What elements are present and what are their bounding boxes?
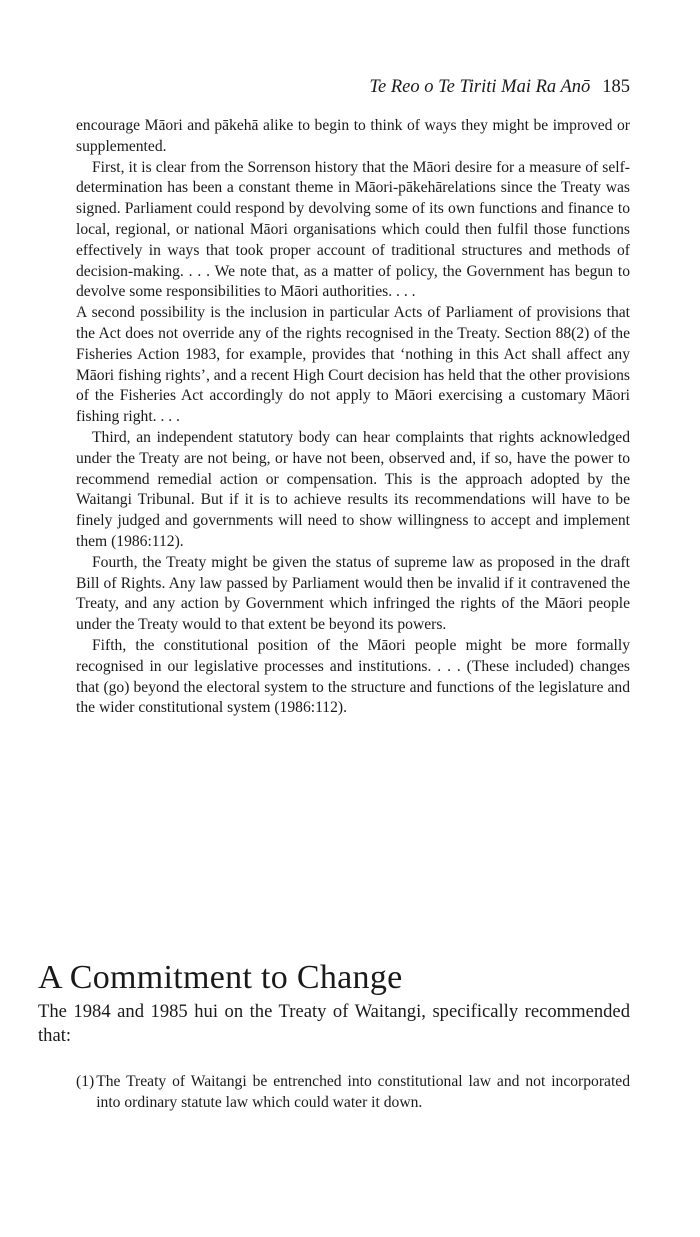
list-item: [76, 1071, 630, 1113]
list-item-text: The Treaty of Waitangi be entrenched into constitutional law and not incorporated into ordinary statute law which could water it down.: [96, 1073, 630, 1111]
running-head-title: Te Reo o Te Tiriti Mai Ra Anō: [369, 77, 591, 97]
section-heading: A Commitment to Change: [38, 959, 403, 996]
running-head: [369, 76, 630, 98]
quote-paragraph: Fifth, the constitutional position of the Māori people might be more formally recognised in our legislative processes and institutions. . . . (These included) changes that (go) beyond the electoral system to the structure and functions of the legislature and the wider constitutional system (1986:112).: [76, 636, 630, 717]
intro-paragraph: The 1984 and 1985 hui on the Treaty of Waitangi, specifically recommended that:: [38, 1001, 630, 1046]
quote-paragraph: Fourth, the Treaty might be given the status of supreme law as proposed in the draft Bill of Rights. Any law passed by Parliament would then be invalid if it contravened the Treaty, and any action by Government which infringed the rights of the Māori people under the Treaty would to that extent be beyond its powers.: [76, 553, 630, 634]
quote-paragraph: First, it is clear from the Sorrenson history that the Māori desire for a measure of self-determination has been a constant theme in Māori-pākehārelations since the Treaty was signed. Parliament could respond by devolving some of its own functions and finance to local, regional, or national Māori organisations which could then fulfil those functions effectively in ways that took proper account of traditional structures and methods of decision-making. . . . We note that, as a matter of policy, the Government has begun to devolve some responsibilities to Māori authorities. . . .: [76, 158, 630, 301]
page-number: 185: [602, 77, 630, 97]
list-item-number: (1): [76, 1073, 95, 1090]
quote-paragraph: Third, an independent statutory body can hear complaints that rights acknowledged under the Treaty are not being, or have not been, observed and, if so, have the power to recommend remedial action or compensation. This is the approach adopted by the Waitangi Tribunal. But if it is to achieve results its recommendations will have to be finely judged and governments will need to show willingness to accept and implement them (1986:112).: [76, 428, 630, 550]
block-quote: [76, 116, 630, 719]
quote-paragraph: encourage Māori and pākehā alike to begin to think of ways they might be improved or supplemented.: [76, 117, 630, 155]
recommendation-list: [76, 1071, 630, 1113]
quote-paragraph: A second possibility is the inclusion in particular Acts of Parliament of provisions that the Act does not override any of the rights recognised in the Treaty. Section 88(2) of the Fisheries Action 1983, for example, provides that ‘nothing in this Act shall affect any Māori fishing rights’, and a recent High Court decision has held that the other provisions of the Fisheries Act accordingly do not apply to Māori exercising a customary Māori fishing right. . . .: [76, 304, 630, 426]
